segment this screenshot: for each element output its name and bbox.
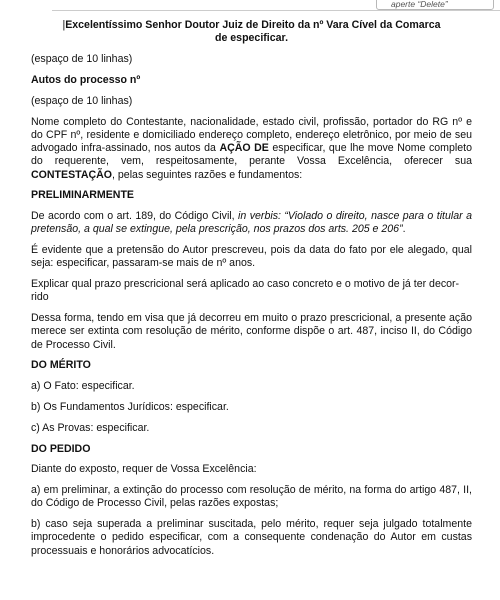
intro-paragraph xyxy=(31,116,472,182)
preliminar-paragraph-2: É evidente que a pretensão do Autor prescreveu, pois da data do fato por ele alegado, qual seja: especificar, passaram-se mais de nº anos. xyxy=(31,244,472,270)
document-header xyxy=(31,19,472,45)
process-number-label: Autos do processo nº xyxy=(31,74,141,87)
acao-de-term: AÇÃO DE xyxy=(219,142,269,155)
section-heading-merito: DO MÉRITO xyxy=(31,359,91,372)
preliminar-paragraph-4: Dessa forma, tendo em visa que já decorreu em muito o prazo prescricional, a presente ação merece ser extinta com resolução de mérito, conforme dispõe o art. 487, inciso II, do Código de Processo Civil. xyxy=(31,312,472,351)
intro-text-2: especificar, que lhe move Nome completo do requerente, vem, respeitosamente, perante Vossa Excelência, oferecer sua xyxy=(31,142,472,168)
merito-item-a: a) O Fato: especificar. xyxy=(31,380,135,393)
document-body[interactable] xyxy=(31,19,472,565)
pedido-item-a: a) em preliminar, a extinção do processo com resolução de mérito, na forma do artigo 487, II, do Código de Processo Civil, pelas razões expostas; xyxy=(31,484,472,510)
preliminar-p1-end: . xyxy=(402,223,406,236)
preliminar-paragraph-3: Explicar qual prazo prescricional será aplicado ao caso concreto e o motivo de já ter decor-rido xyxy=(31,278,460,304)
spacing-note-1: (espaço de 10 linhas) xyxy=(31,53,133,66)
merito-item-c: c) As Provas: especificar. xyxy=(31,421,150,434)
spacing-note-2: (espaço de 10 linhas) xyxy=(31,95,133,107)
text-cursor: | xyxy=(62,19,66,31)
pedido-item-b: b) caso seja superada a preliminar suscitada, pelo mérito, requer seja julgado totalmente improcedente o pedido especificar, com a consequente condenação do Autor em custas processuais e honorários advocatícios. xyxy=(31,518,472,557)
merito-item-b: b) Os Fundamentos Jurídicos: especificar. xyxy=(31,401,229,413)
civil-code-quote: in verbis: “Violado o direito, nasce para o titular a pretensão, a qual se extingue, pela prescrição, nos prazos dos arts. 205 e 206” xyxy=(31,210,472,236)
preliminar-paragraph-1 xyxy=(31,210,472,236)
section-heading-preliminarmente: PRELIMINARMENTE xyxy=(31,189,134,202)
delete-hint-text: aperte “Delete” xyxy=(391,0,448,9)
intro-text-3: , pelas seguintes razões e fundamentos: xyxy=(112,168,303,181)
contestacao-term: CONTESTAÇÃO xyxy=(31,168,113,181)
delete-hint-box xyxy=(376,0,494,10)
preliminar-p1-start: De acordo com o art. 189, do Código Civil, xyxy=(31,210,239,223)
header-line-2: de especificar. xyxy=(214,32,289,45)
editor-toolbar xyxy=(52,0,500,11)
header-line-1: Excelentíssimo Senhor Doutor Juiz de Direito da nº Vara Cível da Comarca xyxy=(65,19,441,31)
intro-text-1: Nome completo do Contestante, nacionalidade, estado civil, profissão, portador do RG nº e do CPF nº, residente e domiciliado endereço completo, endereço eletrônico, por meio de seu advogado infra-assinado, nos autos da xyxy=(31,115,472,155)
pedido-intro: Diante do exposto, requer de Vossa Excelência: xyxy=(31,463,257,476)
section-heading-pedido: DO PEDIDO xyxy=(31,442,91,455)
